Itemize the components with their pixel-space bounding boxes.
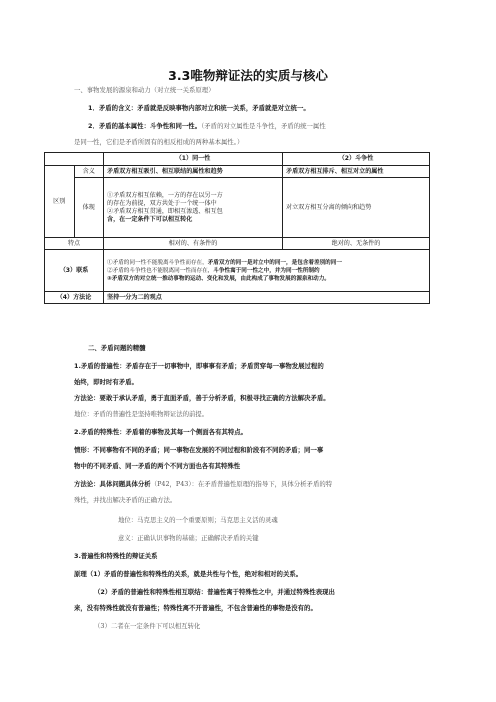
particularity-status: 地位：马克思主义的一个重要原则；马克思主义活的灵魂 (118, 516, 278, 524)
manifestation-line: 含，在一定条件下可以相互转化 (107, 215, 193, 223)
connection-bold-text: 斗争性寓于同一性之中，并为同一性所制约 (213, 267, 320, 274)
cell-identity-meaning: 矛盾双方相互吸引、相互联结的属性和趋势 (104, 166, 283, 178)
table-header-struggle: （2）斗争性 (283, 153, 430, 166)
cell-connection (104, 250, 430, 292)
methodology-note-text: （P42，P43）：在矛盾普遍性原理的指导下，具体分析矛盾的特 (150, 480, 333, 488)
cell-identity-manifestation (104, 178, 283, 238)
principle-line-2: （2）矛盾的普遍性和特殊性相互联结：普遍性寓于特殊性之中，并通过特殊性表现出 (94, 588, 335, 596)
row-label-feature: 特点 (45, 238, 104, 250)
page-title: 3.3唯物辩证法的实质与核心 (168, 68, 328, 83)
principle-line-1: 原理（1）矛盾的普遍性和特殊性的关系，就是共性与个性，绝对和相对的关系。 (74, 570, 303, 578)
table-corner (45, 153, 104, 166)
connection-line (107, 259, 426, 267)
particularity-methodology (74, 480, 426, 488)
cell-struggle-meaning: 矛盾双方相互排斥、相互对立的属性 (283, 166, 430, 178)
row-label-methodology: （4）方法论 (45, 292, 104, 304)
universality-methodology: 方法论：要敢于承认矛盾，勇于直面矛盾，善于分析矛盾，积极寻找正确的方法解决矛盾。 (74, 394, 330, 402)
comparison-table (44, 152, 430, 304)
manifestation-line: 的存在为前提，双方共处于一个统一体中 (107, 199, 217, 207)
cell-identity-feature: 相对的、有条件的 (104, 238, 283, 250)
connection-text: ②矛盾的斗争性也不能脱离同一性而存在， (107, 267, 214, 274)
universality-line: 1.矛盾的普遍性：矛盾存在于一切事物中，即事事有矛盾；矛盾贯穿每一事物发展过程的 (74, 362, 324, 370)
particularity-significance: 意义：正确认识事物的基础；正确解决矛盾的关键 (118, 534, 259, 542)
row-label-manifestation: 体现 (74, 178, 104, 238)
particularity-situations-cont: 物中的不同矛盾、同一矛盾的两个不同方面也各有其特殊性 (74, 462, 241, 470)
connection-bold-text: 矛盾双方的同一是对立中的同一，是包含着差别的同一 (207, 259, 342, 266)
principle-line-2-cont: 来，没有特殊性就没有普遍性；特殊性离不开普遍性，不包含普遍性的事物是没有的。 (74, 604, 317, 612)
cell-struggle-feature: 绝对的、无条件的 (283, 238, 430, 250)
table-header-identity: （1）同一性 (104, 153, 283, 166)
paragraph-contradiction-meaning: 1．矛盾的含义：矛盾就是反映事物内部对立和统一关系，矛盾就是对立统一。 (88, 104, 310, 112)
paragraph-attributes-cont: 是同一性，它们是矛盾所固有的相反相成的两种基本属性。） (74, 138, 244, 146)
cell-methodology: 坚持一分为二的观点 (104, 292, 430, 304)
particularity-line: 2.矛盾的特殊性：矛盾着的事物及其每一个侧面各有其特点。 (74, 428, 248, 436)
manifestation-line: ①矛盾双方相互依赖，一方的存在以另一方 (107, 191, 223, 199)
principle-line-3: （3）二者在一定条件下可以相互转化 (94, 622, 201, 630)
row-label-difference: 区别 (45, 166, 75, 238)
manifestation-line: ②矛盾双方相互贯通，即相互渗透、相互包 (107, 207, 223, 215)
universality-status: 地位：矛盾的普遍性是坚持唯物辩证法的前提。 (74, 410, 209, 418)
attributes-note-text: （矛盾的对立属性是斗争性，矛盾的统一属性 (201, 122, 326, 130)
connection-line: ③矛盾双方的对立统一推动事物的运动、变化和发展，由此构成了事物发展的源泉和动力。 (107, 275, 330, 282)
particularity-methodology-cont: 殊性，并找出解决矛盾的正确方法。 (74, 496, 177, 504)
section-heading-1: 一、事物发展的源泉和动力（对立统一关系原理） (74, 86, 215, 94)
row-label-meaning: 含义 (74, 166, 104, 178)
section-heading-2: 二、矛盾问题的精髓 (88, 344, 146, 352)
connection-text: ①矛盾的同一性不能脱离斗争性而存在， (107, 259, 208, 266)
attributes-bold-text: 2．矛盾的基本属性：斗争性和同一性。 (88, 122, 202, 130)
dialectical-relation-heading: 3.普遍性和特殊性的辩证关系 (74, 552, 158, 560)
cell-struggle-manifestation: 对立双方相互分离的倾向和趋势 (283, 178, 430, 238)
particularity-situations: 情形：不同事物有不同的矛盾；同一事物在发展的不同过程和阶段有不同的矛盾；同一事 (74, 446, 324, 454)
paragraph-contradiction-attributes (88, 122, 426, 130)
connection-line (107, 267, 426, 275)
row-label-connection: （3）联系 (45, 250, 104, 292)
methodology-bold-text: 方法论：具体问题具体分析 (74, 480, 151, 488)
universality-line-cont: 始终，即时时有矛盾。 (74, 378, 138, 386)
